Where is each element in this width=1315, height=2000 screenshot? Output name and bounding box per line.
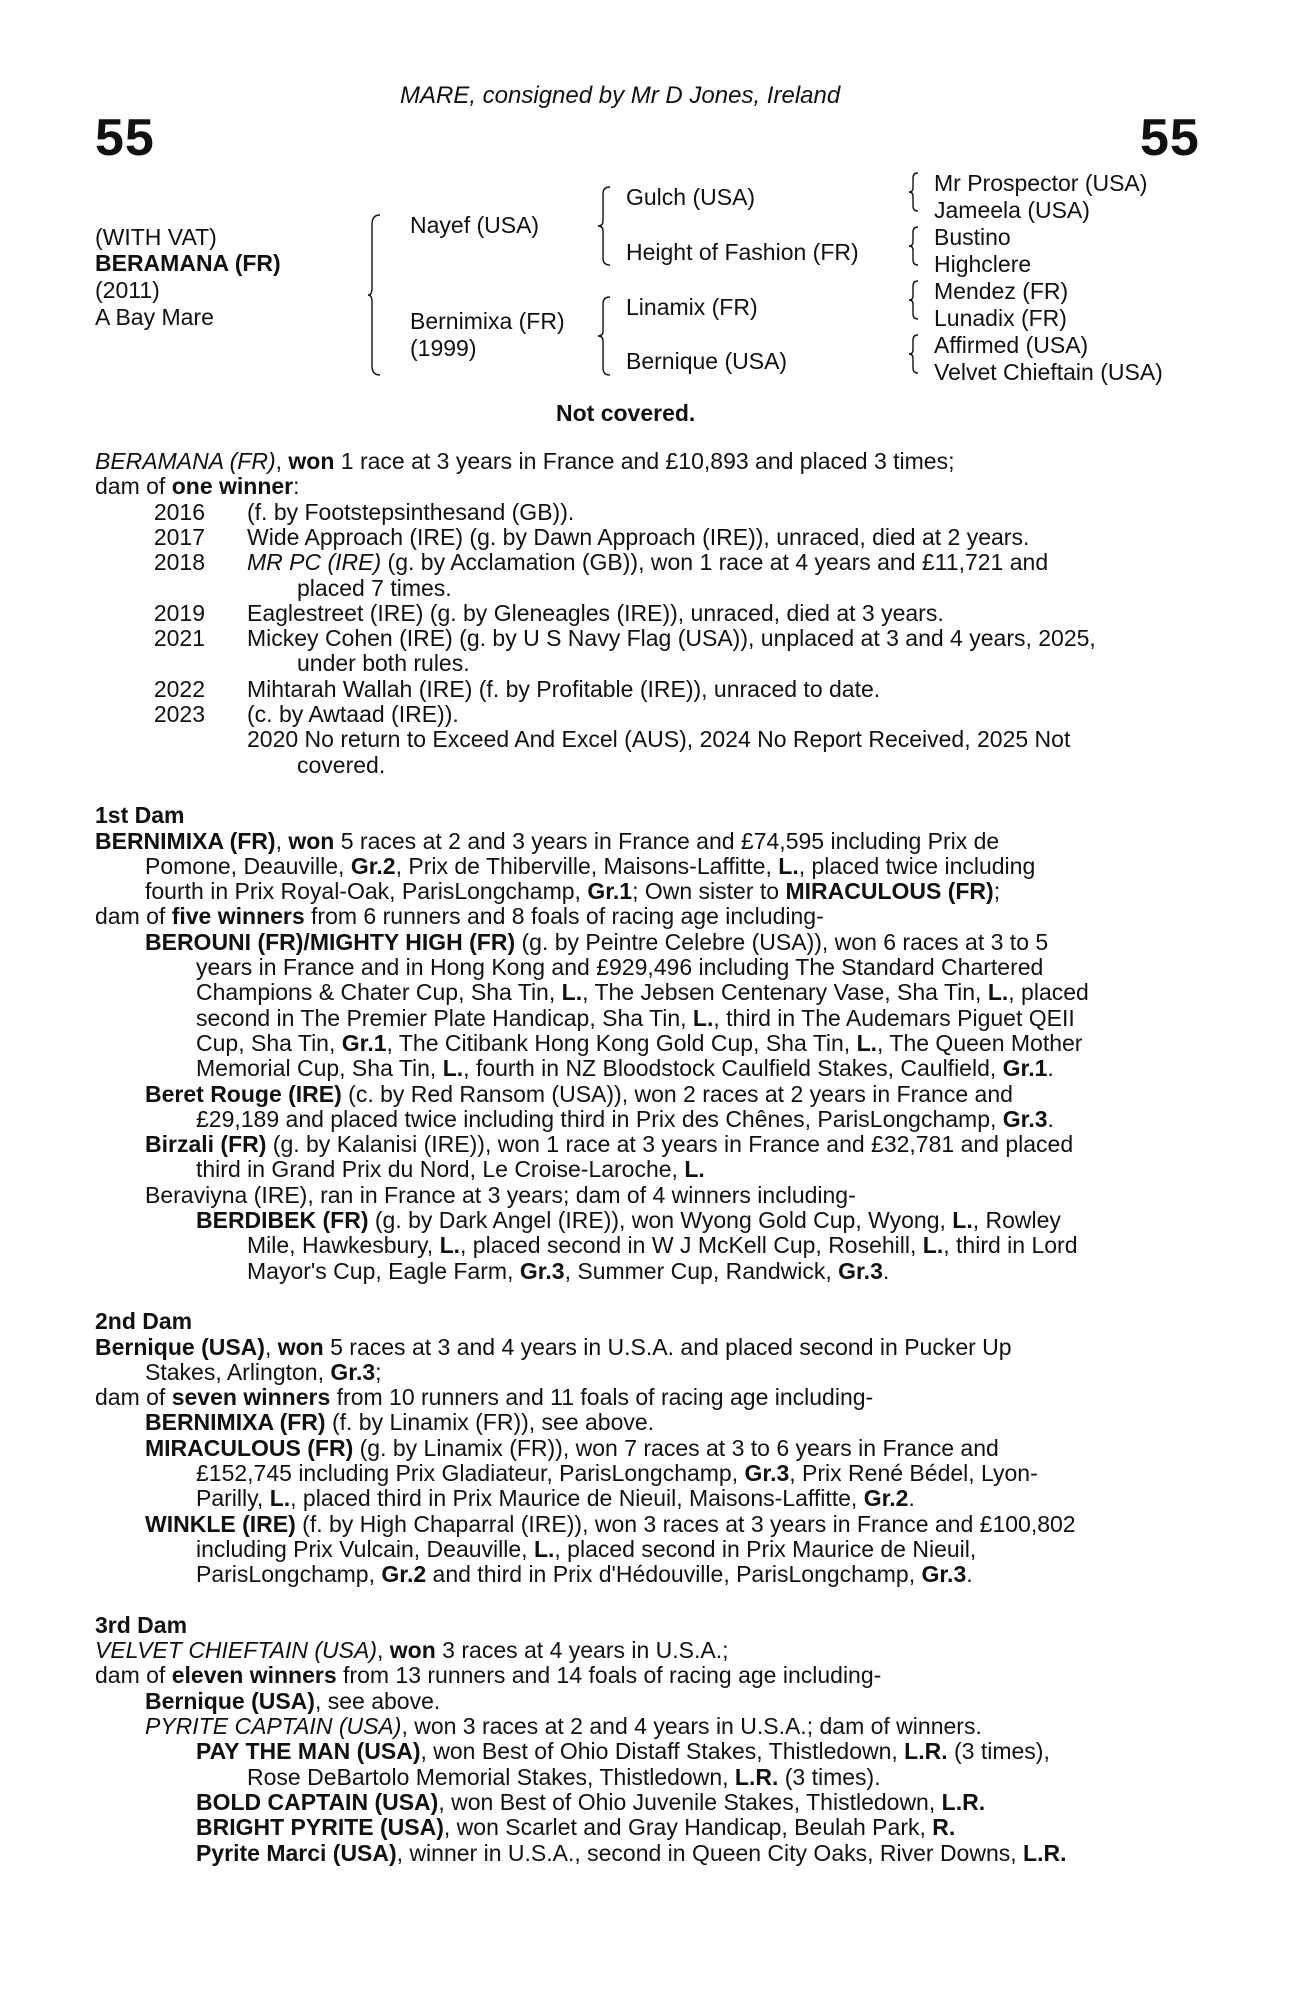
text-line (145, 1082, 1013, 1107)
produce-year: 2021 (153, 625, 205, 651)
text-run: , (275, 448, 289, 474)
text-run: dam of (95, 473, 172, 499)
text-run: (c. by Red Ransom (USA)), won 2 races at 2 years in France and (341, 1081, 1013, 1107)
text-run: ; (993, 878, 1001, 904)
text-line (196, 1739, 1050, 1764)
text-line (247, 500, 574, 525)
text-run: Mayor's Cup, Eagle Farm, (247, 1258, 520, 1284)
produce-year: 2016 (153, 499, 205, 525)
text-run: L. (778, 853, 799, 879)
text-run: won (389, 1637, 436, 1663)
text-run: MIRACULOUS (FR) (145, 1435, 354, 1461)
pedigree-brace-dd (908, 334, 920, 374)
text-run: , (275, 828, 289, 854)
text-run: Memorial Cup, Sha Tin, (196, 1055, 443, 1081)
text-run: Bernique (USA) (145, 1688, 315, 1714)
text-line (196, 980, 1089, 1005)
text-line (95, 803, 184, 828)
text-line (297, 651, 470, 676)
text-line (95, 474, 300, 499)
text-run: , won Best of Ohio Juvenile Stakes, Thistledown, (438, 1789, 942, 1815)
text-run: (g. by Dark Angel (IRE)), won Wyong Gold Cup, Wyong, (368, 1207, 953, 1233)
text-run: Stakes, Arlington, (145, 1359, 331, 1385)
text-run: won (277, 1334, 324, 1360)
text-run: , The Jebsen Centenary Vase, Sha Tin, (582, 979, 988, 1005)
text-run: £152,745 including Prix Gladiateur, ParisLongchamp, (196, 1460, 745, 1486)
text-run: . (1047, 1106, 1054, 1132)
text-run: L. (442, 1055, 464, 1081)
text-line (145, 1436, 999, 1461)
text-run: , won Scarlet and Gray Handicap, Beulah Park, (443, 1814, 933, 1840)
text-run: including Prix Vulcain, Deauville, (196, 1536, 534, 1562)
text-line (196, 1056, 1054, 1081)
text-run: MIRACULOUS (FR) (785, 878, 994, 904)
text-run: Wide Approach (IRE) (g. by Dawn Approach (IRE)), unraced, died at 2 years. (247, 524, 1030, 550)
lot-number-left: 55 (95, 109, 155, 167)
vat-label: (WITH VAT) (95, 224, 217, 250)
text-run: (3 times), (947, 1738, 1050, 1764)
pedigree-brace-main (368, 214, 382, 376)
dsd-name: Lunadix (FR) (934, 305, 1067, 331)
pedigree-brace-dam (598, 296, 612, 376)
text-run: , see above. (314, 1688, 441, 1714)
horse-name: BERAMANA (FR) (95, 250, 281, 276)
text-run: L. (439, 1232, 461, 1258)
text-line (247, 626, 1096, 651)
text-line (145, 1714, 982, 1739)
text-run: from 6 runners and 8 foals of racing age including- (304, 903, 824, 929)
text-line (196, 1537, 976, 1562)
text-run: , placed second in Prix Maurice de Nieuil, (554, 1536, 977, 1562)
text-run: PYRITE CAPTAIN (USA) (145, 1713, 402, 1739)
text-run: from 10 runners and 11 foals of racing age including- (330, 1384, 874, 1410)
produce-year: 2022 (153, 676, 205, 702)
text-line (247, 525, 1029, 550)
text-line (196, 1031, 1082, 1056)
text-line (196, 1841, 1066, 1866)
text-run: ; (375, 1359, 382, 1385)
text-run: 2nd Dam (95, 1308, 193, 1334)
text-run: , placed second in W J McKell Cup, Rosehill, (460, 1232, 923, 1258)
text-run: dam of (95, 1662, 172, 1688)
text-line (145, 854, 1035, 879)
text-run: . (1047, 1055, 1054, 1081)
text-run: R. (932, 1814, 956, 1840)
text-line (95, 1335, 1012, 1360)
text-run: , Summer Cup, Randwick, (564, 1258, 839, 1284)
text-run: BOLD CAPTAIN (USA) (196, 1789, 439, 1815)
text-run: Gr.3 (744, 1460, 790, 1486)
text-run: won (288, 448, 335, 474)
text-line (297, 576, 452, 601)
text-run: . (882, 1258, 890, 1284)
text-run: Beret Rouge (IRE) (145, 1081, 342, 1107)
text-line (247, 727, 1070, 752)
horse-year: (2011) (95, 277, 160, 303)
dss-name: Mendez (FR) (934, 278, 1069, 304)
text-run: (g. by Peintre Celebre (USA)), won 6 races at 3 to 5 (515, 929, 1049, 955)
text-line (95, 829, 999, 854)
text-run: (f. by Linamix (FR)), see above. (325, 1409, 655, 1435)
text-run: Pyrite Marci (USA) (196, 1840, 397, 1866)
text-run: (g. by Acclamation (GB)), won 1 race at 4 years and £11,721 and (381, 549, 1049, 575)
text-run: L.R. (904, 1738, 948, 1764)
text-line (95, 1663, 881, 1688)
text-run: . (966, 1561, 973, 1587)
text-run: (g. by Linamix (FR)), won 7 races at 3 to 6 years in France and (353, 1435, 999, 1461)
text-run: Champions & Chater Cup, Sha Tin, (196, 979, 562, 1005)
produce-year: 2018 (153, 549, 205, 575)
text-run: Mickey Cohen (IRE) (g. by U S Navy Flag (USA)), unplaced at 3 and 4 years, 2025, (247, 625, 1096, 651)
text-run: L. (269, 1485, 291, 1511)
text-run: L. (856, 1030, 878, 1056)
text-run: , The Citibank Hong Kong Gold Cup, Sha Tin, (386, 1030, 857, 1056)
text-line (196, 1562, 973, 1587)
produce-year: 2023 (153, 701, 205, 727)
text-run: eleven winners (171, 1662, 337, 1688)
text-run: , fourth in NZ Bloodstock Caulfield Stakes, Caulfield, (463, 1055, 1003, 1081)
text-run: won (288, 828, 335, 854)
text-run: Gr.3 (519, 1258, 565, 1284)
pedigree-brace-sire (598, 186, 612, 266)
text-run: L. (952, 1207, 973, 1233)
text-run: L.R. (1023, 1840, 1067, 1866)
text-run: , Prix René Bédel, Lyon- (789, 1460, 1038, 1486)
text-run: L. (922, 1232, 944, 1258)
text-run: , Rowley (972, 1207, 1061, 1233)
text-run: Gr.1 (1002, 1055, 1048, 1081)
pedigree-brace-ds (908, 280, 920, 320)
text-run: L. (561, 979, 583, 1005)
text-run: MR PC (IRE) (247, 549, 382, 575)
text-run: BERNIMIXA (FR) (95, 828, 276, 854)
text-run: (f. by High Chaparral (IRE)), won 3 races at 3 years in France and £100,802 (295, 1511, 1076, 1537)
text-line (247, 550, 1048, 575)
text-run: WINKLE (IRE) (145, 1511, 296, 1537)
text-line (145, 930, 1048, 955)
text-run: , (377, 1637, 390, 1663)
sire-name: Nayef (USA) (410, 212, 540, 238)
text-run: Gr.3 (1002, 1106, 1048, 1132)
text-line (145, 1132, 1073, 1157)
text-line (95, 1613, 187, 1638)
dam-year: (1999) (410, 335, 477, 361)
ssd-name: Jameela (USA) (934, 197, 1090, 223)
text-line (247, 702, 459, 727)
text-run: Cup, Sha Tin, (196, 1030, 342, 1056)
text-run: Gr.3 (330, 1359, 376, 1385)
text-run: Beraviyna (IRE), ran in France at 3 years; dam of 4 winners including- (145, 1182, 856, 1208)
text-run: 1 race at 3 years in France and £10,893 and placed 3 times; (334, 448, 955, 474)
text-line (196, 1107, 1054, 1132)
text-run: Gr.1 (587, 878, 633, 904)
dam-dam-name: Bernique (USA) (626, 348, 788, 374)
text-line (247, 1233, 1078, 1258)
text-run: Eaglestreet (IRE) (g. by Gleneagles (IRE)), unraced, died at 3 years. (247, 600, 944, 626)
text-line (196, 1208, 1061, 1233)
text-run: PAY THE MAN (USA) (196, 1738, 421, 1764)
text-run: , won 3 races at 2 and 4 years in U.S.A.; dam of winners. (401, 1713, 982, 1739)
text-run: , third in Lord (943, 1232, 1078, 1258)
dam-sire-name: Linamix (FR) (626, 294, 758, 320)
text-run: , won Best of Ohio Distaff Stakes, Thistledown, (420, 1738, 905, 1764)
text-run: Birzali (FR) (145, 1131, 267, 1157)
text-line (145, 1689, 440, 1714)
text-line (196, 955, 1043, 980)
text-run: VELVET CHIEFTAIN (USA) (95, 1637, 378, 1663)
text-run: years in France and in Hong Kong and £929,496 including The Standard Chartered (196, 954, 1044, 980)
sss-name: Mr Prospector (USA) (934, 170, 1148, 196)
pedigree-brace-sd (908, 226, 920, 266)
text-run: 3rd Dam (95, 1612, 188, 1638)
text-line (247, 601, 944, 626)
text-run: (g. by Kalanisi (IRE)), won 1 race at 3 years in France and £32,781 and placed (266, 1131, 1074, 1157)
text-run: Gr.1 (341, 1030, 387, 1056)
text-run: L. (692, 1005, 714, 1031)
text-line (145, 1360, 382, 1385)
text-run: 5 races at 2 and 3 years in France and £74,595 including Prix de (334, 828, 1000, 854)
text-line (196, 1461, 1038, 1486)
text-run: Gr.3 (838, 1258, 883, 1284)
text-run: five winners (171, 903, 305, 929)
sdd-name: Highclere (934, 251, 1032, 277)
text-run: , third in The Audemars Piguet QEII (713, 1005, 1075, 1031)
text-run: , (264, 1334, 278, 1360)
sire-dam-name: Height of Fashion (FR) (626, 239, 859, 265)
text-line (196, 1006, 1075, 1031)
text-run: 2020 No return to Exceed And Excel (AUS), 2024 No Report Received, 2025 Not (247, 726, 1071, 752)
text-run: Rose DeBartolo Memorial Stakes, Thistledown, (247, 1764, 735, 1790)
text-run: (f. by Footstepsinthesand (GB)). (247, 499, 575, 525)
text-run: Gr.3 (921, 1561, 967, 1587)
text-run: Pomone, Deauville, (145, 853, 351, 879)
text-run: Mile, Hawkesbury, (247, 1232, 440, 1258)
text-run: ParisLongchamp, (196, 1561, 382, 1587)
text-run: dam of (95, 903, 172, 929)
produce-year: 2017 (153, 524, 205, 550)
text-line (95, 449, 955, 474)
text-line (145, 1183, 856, 1208)
text-line (247, 677, 880, 702)
sds-name: Bustino (934, 224, 1011, 250)
text-run: , placed third in Prix Maurice de Nieuil, Maisons-Laffitte, (290, 1485, 864, 1511)
text-run: covered. (297, 752, 386, 778)
text-run: and third in Prix d'Hédouville, ParisLongchamp, (426, 1561, 922, 1587)
text-run: seven winners (171, 1384, 331, 1410)
text-run: BERNIMIXA (FR) (145, 1409, 326, 1435)
text-line (247, 1765, 881, 1790)
text-run: BERDIBEK (FR) (196, 1207, 369, 1233)
dds-name: Affirmed (USA) (934, 332, 1089, 358)
text-run: 5 races at 3 and 4 years in U.S.A. and placed second in Pucker Up (323, 1334, 1012, 1360)
text-run: Parilly, (196, 1485, 270, 1511)
text-run: (c. by Awtaad (IRE)). (247, 701, 459, 727)
text-line (95, 1309, 192, 1334)
produce-year: 2019 (153, 600, 205, 626)
text-run: BEROUNI (FR)/MIGHTY HIGH (FR) (145, 929, 516, 955)
text-run: : (293, 473, 300, 499)
text-run: L. (533, 1536, 555, 1562)
text-run: third in Grand Prix du Nord, Le Croise-Laroche, (196, 1156, 685, 1182)
text-run: , placed (1008, 979, 1089, 1005)
text-run: fourth in Prix Royal-Oak, ParisLongchamp, (145, 878, 588, 904)
text-run: Mihtarah Wallah (IRE) (f. by Profitable (IRE)), unraced to date. (247, 676, 881, 702)
text-run: 1st Dam (95, 802, 185, 828)
not-covered-note: Not covered. (556, 400, 696, 426)
text-run: dam of (95, 1384, 172, 1410)
text-run: BERAMANA (FR) (95, 448, 276, 474)
text-run: from 13 runners and 14 foals of racing age including- (336, 1662, 882, 1688)
text-run: £29,189 and placed twice including third in Prix des Chênes, ParisLongchamp, (196, 1106, 1003, 1132)
consignment-heading: MARE, consigned by Mr D Jones, Ireland (400, 82, 841, 109)
dam-name: Bernimixa (FR) (410, 308, 565, 334)
text-line (95, 904, 824, 929)
text-run: Gr.2 (381, 1561, 427, 1587)
horse-description: A Bay Mare (95, 304, 214, 330)
text-run: , winner in U.S.A., second in Queen City Oaks, River Downs, (396, 1840, 1024, 1866)
text-line (145, 1512, 1076, 1537)
text-run: 3 races at 4 years in U.S.A.; (435, 1637, 729, 1663)
text-run: placed 7 times. (297, 575, 452, 601)
text-line (196, 1486, 915, 1511)
text-run: . (908, 1485, 915, 1511)
text-run: , placed twice including (798, 853, 1036, 879)
text-run: Gr.2 (350, 853, 396, 879)
text-line (145, 1410, 654, 1435)
text-run: BRIGHT PYRITE (USA) (196, 1814, 444, 1840)
text-line (196, 1157, 705, 1182)
ddd-name: Velvet Chieftain (USA) (934, 359, 1163, 385)
text-run: (3 times). (778, 1764, 881, 1790)
text-run: under both rules. (297, 650, 470, 676)
text-line (95, 1385, 873, 1410)
text-run: L. (684, 1156, 705, 1182)
text-line (196, 1790, 985, 1815)
text-line (196, 1815, 955, 1840)
text-run: one winner (171, 473, 294, 499)
lot-number-right: 55 (1140, 109, 1200, 167)
text-run: L. (987, 979, 1009, 1005)
text-line (247, 1259, 889, 1284)
text-run: Gr.2 (863, 1485, 909, 1511)
text-line (297, 753, 385, 778)
text-run: ; Own sister to (632, 878, 786, 904)
text-run: , Prix de Thiberville, Maisons-Laffitte, (395, 853, 779, 879)
text-run: L.R. (734, 1764, 779, 1790)
pedigree-brace-ss (908, 172, 920, 212)
text-line (145, 879, 1000, 904)
text-run: L.R. (941, 1789, 986, 1815)
text-run: second in The Premier Plate Handicap, Sha Tin, (196, 1005, 693, 1031)
text-line (95, 1638, 729, 1663)
sire-sire-name: Gulch (USA) (626, 184, 756, 210)
text-run: Bernique (USA) (95, 1334, 265, 1360)
text-run: , The Queen Mother (877, 1030, 1083, 1056)
